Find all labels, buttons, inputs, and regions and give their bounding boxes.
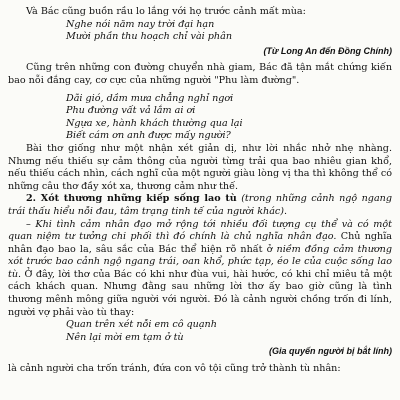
poem-line: Phu đường vất vả lắm ai ơi (66, 105, 196, 117)
poem-line: Dãi gió, dầm mưa chẳng nghỉ ngơi (66, 92, 234, 104)
humanism-emphasis: niềm đồng cảm thương xót trước bao cảnh ngộ ngang trái, oan khổ, phức tạp, éo le của cuộc sống lao tù. (8, 243, 392, 280)
paragraph-intro: Và Bác cũng buồn rầu lo lắng với họ trước cảnh mất mùa: (26, 6, 306, 17)
paragraph-commentary: Bài thơ giống như một nhận xét giản dị, như lời nhắc nhở nhẹ nhàng. Nhưng nếu thiếu sự cảm thông của người từng trải qua bao nhiêu gian khổ, nếu thiếu cách nhìn, cách nghĩ của một người giàu lòng vị tha thì không thể có những câu thơ đầy xót xa, thương cảm như thế. (8, 142, 392, 192)
humanism-text-cont: Ở đây, lời thơ của Bác có khi như đùa vui, hài hước, có khi chỉ miêu tả một cách khách quan. Nhưng đằng sau những lời thơ ấy bao giờ cũng là tình thương mênh mông giữa người với người. Đó là cảnh người chồng trốn đi lính, người vợ phải vào tù thay: (8, 268, 392, 318)
poem-source-1: (Từ Long An đến Đồng Chính) (263, 45, 392, 56)
poem-line: Quan trên xét nỗi em cô quạnh (66, 319, 217, 331)
section-heading-title: 2. Xót thương những kiếp sống lao tù (26, 193, 237, 205)
paragraph-road-workers: Cũng trên những con đường chuyển nhà giam, Bác đã tận mắt chứng kiến bao nỗi đắng cay, cơ cực của những người "Phu làm đường". (8, 62, 392, 86)
poem-line: Nên lại mời em tạm ở tù (66, 331, 184, 343)
section-heading-note: (trong những cảnh ngộ ngang trái thấu hiểu nỗi đau, tâm trạng tinh tế của người khác). (8, 193, 392, 217)
humanism-text: Chủ nghĩa nhân đạo bao la, sâu sắc của Bác thể hiện rõ nhất ở (8, 231, 392, 255)
poem-excerpt-3 (66, 319, 392, 344)
poem-source-3: (Gia quyến người bị bắt lính) (269, 346, 392, 357)
poem-line: Biết cám ơn anh được mấy người? (66, 130, 231, 142)
poem-line: Nghe nói năm nay trời đại hạn (66, 18, 215, 30)
poem-excerpt-1 (66, 19, 392, 44)
humanism-definition: – Khi tình cảm nhân đạo mở rộng tới nhiều đối tượng cụ thể và có một quan niệm tư tưởng chi phối thì đó chính là chủ nghĩa nhân đạo. (8, 218, 392, 243)
poem-line: Ngựa xe, hành khách thường qua lại (66, 117, 243, 129)
paragraph-humanism (8, 219, 392, 320)
paragraph-closing: là cảnh người cha trốn tránh, đứa con vô tội cũng trở thành tù nhân: (8, 363, 341, 375)
section-heading-2 (8, 193, 392, 218)
poem-line: Mười phần thu hoạch chỉ vài phân (66, 31, 233, 43)
poem-excerpt-2 (66, 93, 392, 143)
